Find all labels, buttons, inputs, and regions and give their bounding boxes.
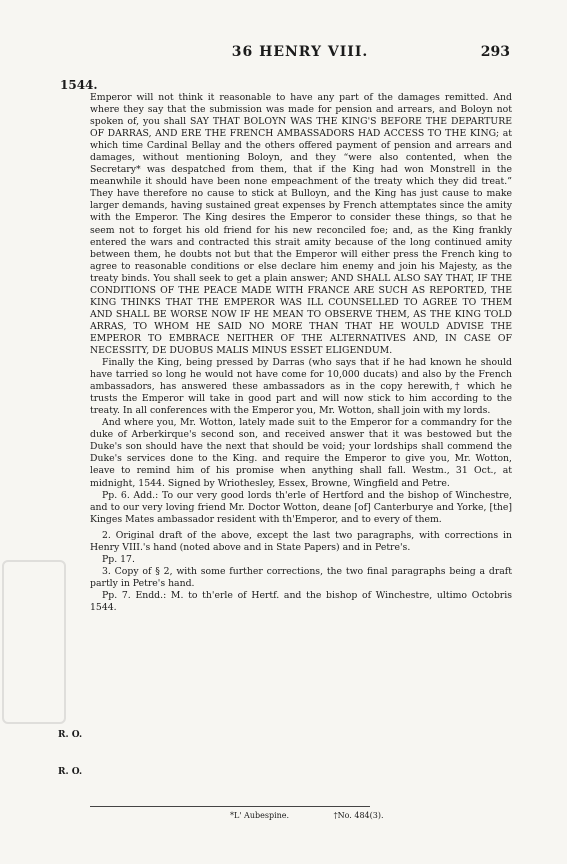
- paragraph-copy-3: 3. Copy of § 2, with some further corrections, the two final paragraphs being a draft partly in Petre's hand.: [90, 565, 512, 589]
- footnote-rule: [90, 806, 370, 807]
- footnote-1: *L' Aubespine.: [230, 811, 290, 820]
- page-number: 293: [480, 44, 510, 60]
- year-label: 1544.: [60, 78, 98, 92]
- margin-ref-ro-2: R. O.: [58, 767, 83, 777]
- main-text: [90, 92, 512, 614]
- paragraph-draft-2: 2. Original draft of the above, except the last two paragraphs, with corrections in Henry VIII.'s hand (noted above and in State Papers) and in Petre's.: [90, 529, 512, 553]
- library-stamp: [2, 560, 66, 724]
- running-head-title: 36 HENRY VIII.: [231, 44, 369, 60]
- paragraph-finally: Finally the King, being pressed by Darras (who says that if he had known he should have tarried so long he would not have come for 10,000 ducats) and also by the French ambassadors, has answered these ambassadors as in the copy herewith,† which he trusts the Emperor will take in good part and will now stick to him according to the treaty. In all conferences with the Emperor you, Mr. Wotton, shall join with my lords.: [90, 357, 512, 417]
- paragraph-pages-17: Pp. 17.: [102, 553, 135, 565]
- paragraph-address: Pp. 6. Add.: To our very good lords th'erle of Hertford and the bishop of Winchestre, and to our very loving friend Mr. Doctor Wotton, deane [of] Canterburye and Yorke, [the] Kinges Mates ambassador resident with th'Emperor, and to every of them.: [90, 489, 512, 525]
- paragraph-endorsement: Pp. 7. Endd.: M. to th'erle of Hertf. and the bishop of Winchestre, ultimo Octobris 1544.: [90, 589, 512, 613]
- paragraph-wotton: And where you, Mr. Wotton, lately made suit to the Emperor for a commandry for the duke of Arberkirque's second son, and received answer that it was bestowed but the Duke's son should have the next that should be void; your lordships shall commend the Duke's services done to the King. and require the Emperor to give you, Mr. Wotton, leave to remind him of his promise when anything shall fall. Westm., 31 Oct., at midnight, 1544. Signed by Wriothesley, Essex, Browne, Wingfield and Petre.: [90, 417, 512, 489]
- footnotes: [230, 811, 426, 820]
- margin-ref-ro-1: R. O.: [58, 730, 83, 740]
- running-head: [90, 44, 510, 64]
- paragraph-continuation: Emperor will not think it reasonable to have any part of the damages remitted. And where they say that the submission was made for pension and arrears, and Boloyn not spoken of, you shall SAY THAT BOLOYN WAS THE KING'S BEFORE THE DEPARTURE OF DARRAS, AND ERE THE FRENCH AMBASSADORS HAD ACCESS TO THE KING; at which time Cardinal Bellay and the others offered payment of pension and arrears and damages, without mentioning Boloyn, and they “were also contented, when the Secretary* was despatched from them, that if the King had won Monstrell in the meanwhile it should have been none empeachment of the treaty which they did treat.” They have therefore no cause to stick at Bulloyn, and the King has just cause to make larger demands, having sustained great expenses by French attemptates since the amity with the Emperor. The King desires the Emperor to consider these things, so that he seem not to forget his old friend for his new reconciled foe; and, as the King frankly entered the wars and contracted this strait amity because of the long continued amity between them, he doubts not but that the Emperor will either press the French king to agree to reasonable conditions or else declare him enemy and join his Majesty, as the treaty binds. You shall seek to get a plain answer; AND SHALL ALSO SAY THAT, IF THE CONDITIONS OF THE PEACE MADE WITH FRANCE ARE SUCH AS REPORTED, THE KING THINKS THAT THE EMPEROR WAS ILL COUNSELLED TO AGREE TO THEM AND SHALL BE WORSE NOW IF HE MEAN TO OBSERVE THEM, AS THE KING TOLD ARRAS, TO WHOM HE SAID NO MORE THAN THAT HE WOULD ADVISE THE EMPEROR TO EMBRACE NEITHER OF THE ALTERNATIVES AND, IN CASE OF NECESSITY, DE DUOBUS MALIS MINUS ESSET ELIGENDUM.: [90, 92, 512, 356]
- footnote-2: †No. 484(3).: [333, 811, 384, 820]
